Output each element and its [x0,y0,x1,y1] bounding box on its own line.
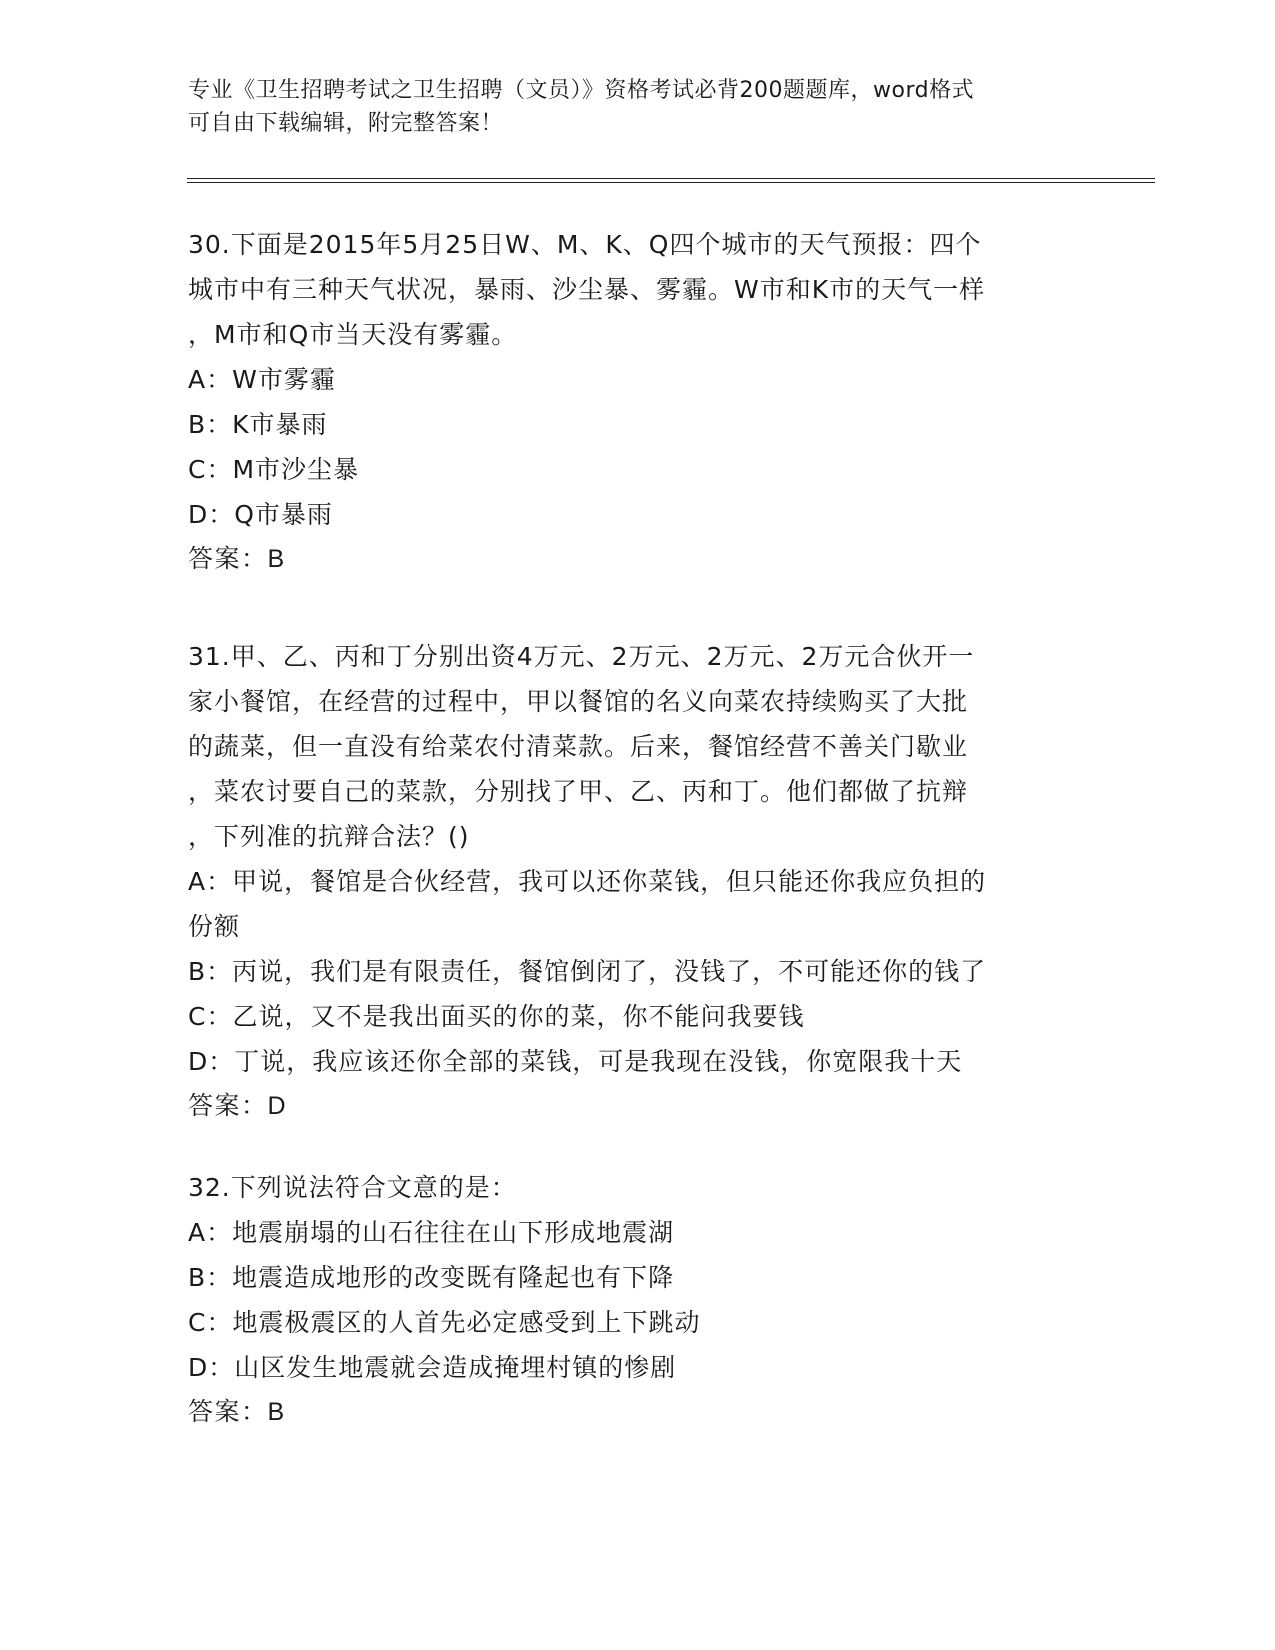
option-a-continued: 份额 [188,912,241,941]
question-stem-line: ，M市和Q市当天没有雾霾。 [188,320,518,349]
question-31 [188,634,1088,1129]
question-stem-line: 32.下列说法符合文意的是： [188,1173,517,1202]
question-stem-line: 家小餐馆，在经营的过程中，甲以餐馆的名义向菜农持续购买了大批 [188,687,969,716]
header-divider [187,178,1155,183]
option-a: A：W市雾霾 [188,365,336,394]
option-a: A：甲说，餐馆是合伙经营，我可以还你菜钱，但只能还你我应负担的 [188,867,987,896]
question-30 [188,222,1088,582]
document-header [188,74,1068,140]
question-32 [188,1165,1088,1435]
answer: 答案：B [188,1398,286,1426]
option-d: D：丁说，我应该还你全部的菜钱，可是我现在没钱，你宽限我十天 [188,1047,963,1076]
question-stem-line: 31.甲、乙、丙和丁分别出资4万元、2万元、2万元、2万元合伙开一 [188,642,975,671]
option-c: C：M市沙尘暴 [188,455,360,484]
header-line: 可自由下载编辑，附完整答案！ [188,111,504,136]
question-stem-line: 30.下面是2015年5月25日W、M、K、Q四个城市的天气预报：四个 [188,230,982,259]
option-a: A：地震崩塌的山石往往在山下形成地震湖 [188,1218,675,1247]
question-stem-line: ，菜农讨要自己的菜款，分别找了甲、乙、丙和丁。他们都做了抗辩 [188,777,969,806]
option-b: B：丙说，我们是有限责任，餐馆倒闭了，没钱了，不可能还你的钱了 [188,957,987,986]
question-stem-line: 的蔬菜，但一直没有给菜农付清菜款。后来，餐馆经营不善关门歇业 [188,732,969,761]
question-stem-line: ，下列准的抗辩合法？() [188,822,470,851]
option-c: C：乙说，又不是我出面买的你的菜，你不能问我要钱 [188,1002,805,1031]
option-d: D：Q市暴雨 [188,500,333,529]
option-b: B：K市暴雨 [188,410,328,439]
question-stem-line: 城市中有三种天气状况，暴雨、沙尘暴、雾霾。W市和K市的天气一样 [188,275,986,304]
header-line: 专业《卫生招聘考试之卫生招聘（文员）》资格考试必背200题题库，word格式 [188,78,975,103]
answer: 答案：D [188,1092,288,1120]
option-c: C：地震极震区的人首先必定感受到上下跳动 [188,1308,701,1337]
option-b: B：地震造成地形的改变既有隆起也有下降 [188,1263,675,1292]
answer: 答案：B [188,545,286,573]
option-d: D：山区发生地震就会造成掩埋村镇的惨剧 [188,1353,677,1382]
